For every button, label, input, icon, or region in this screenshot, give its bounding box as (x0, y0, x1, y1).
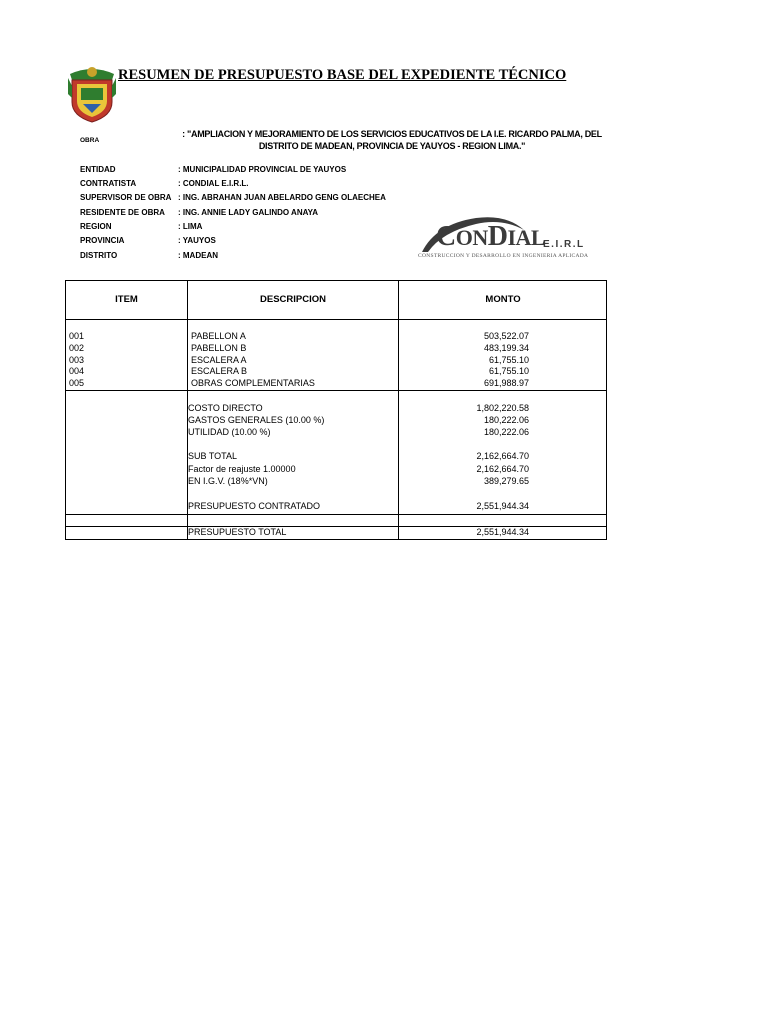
logo-suffix: E.I.R.L (543, 239, 585, 250)
summary-amount: 2,162,664.70 (476, 464, 529, 474)
info-value: : CONDIAL E.I.R.L. (178, 179, 249, 188)
summary-label: UTILIDAD (10.00 %) (188, 427, 271, 437)
info-label: ENTIDAD (80, 165, 116, 174)
summary-label: SUB TOTAL (188, 451, 238, 461)
company-logo (416, 212, 589, 262)
info-value: : ING. ANNIE LADY GALINDO ANAYA (178, 208, 319, 217)
info-label: DISTRITO (80, 251, 118, 260)
coat-of-arms-emblem (66, 64, 118, 124)
info-label: CONTRATISTA (80, 179, 137, 188)
header-item: ITEM (115, 294, 138, 305)
info-label: REGION (80, 222, 112, 231)
info-value: : ING. ABRAHAN JUAN ABELARDO GENG OLAECHEA (178, 193, 386, 202)
logo-tagline: CONSTRUCCION Y DESARROLLO EN INGENIERIA APLICADA (418, 253, 589, 259)
summary-amount: 2,162,664.70 (476, 451, 529, 461)
item-description: PABELLON A (191, 331, 246, 341)
info-value: : YAUYOS (178, 236, 216, 245)
summary-label: EN I.G.V. (18%*VN) (188, 476, 268, 486)
summary-label: Factor de reajuste 1.00000 (188, 464, 296, 474)
info-value: : MADEAN (178, 251, 218, 260)
info-value: : LIMA (178, 222, 203, 231)
item-code: 004 (69, 366, 85, 376)
item-description: PABELLON B (191, 343, 247, 353)
summary-label: COSTO DIRECTO (188, 403, 263, 413)
info-row-supervisor (80, 193, 480, 207)
total-amount: 2,551,944.34 (476, 527, 529, 537)
item-amount: 691,988.97 (483, 378, 529, 388)
item-description: ESCALERA A (191, 355, 247, 365)
item-amount: 61,755.10 (488, 366, 529, 376)
table-divider (66, 390, 606, 391)
item-amount: 61,755.10 (488, 355, 529, 365)
logo-wordmark: CONDIAL (436, 221, 546, 252)
budget-table (65, 280, 607, 540)
document-title: RESUMEN DE PRESUPUESTO BASE DEL EXPEDIENTE TÉCNICO (118, 67, 567, 83)
item-code: 002 (69, 343, 85, 353)
summary-label: PRESUPUESTO CONTRATADO (188, 501, 321, 511)
total-label: PRESUPUESTO TOTAL (188, 527, 287, 537)
item-code: 005 (69, 378, 85, 388)
item-code: 003 (69, 355, 85, 365)
summary-amount: 1,802,220.58 (476, 403, 529, 413)
info-label: SUPERVISOR DE OBRA (80, 193, 172, 202)
info-label: PROVINCIA (80, 236, 125, 245)
info-value: : MUNICIPALIDAD PROVINCIAL DE YAUYOS (178, 165, 347, 174)
info-row-contratista (80, 179, 480, 193)
header-descripcion: DESCRIPCION (260, 294, 326, 305)
item-amount: 483,199.34 (483, 343, 529, 353)
item-code: 001 (69, 331, 85, 341)
info-row-entidad (80, 165, 480, 179)
summary-label: GASTOS GENERALES (10.00 %) (188, 415, 325, 425)
item-amount: 503,522.07 (483, 331, 529, 341)
obra-label: OBRA (80, 137, 100, 144)
table-divider (66, 514, 606, 515)
summary-amount: 389,279.65 (483, 476, 529, 486)
summary-amount: 2,551,944.34 (476, 501, 529, 511)
header-monto: MONTO (485, 294, 521, 305)
info-label: RESIDENTE DE OBRA (80, 208, 165, 217)
item-description: OBRAS COMPLEMENTARIAS (191, 378, 315, 388)
table-divider (66, 319, 606, 320)
summary-amount: 180,222.06 (483, 427, 529, 437)
item-description: ESCALERA B (191, 366, 248, 376)
summary-amount: 180,222.06 (483, 415, 529, 425)
obra-description: : "AMPLIACION Y MEJORAMIENTO DE LOS SERVICIOS EDUCATIVOS DE LA I.E. RICARDO PALMA, DEL DISTRITO DE MADEAN, PROVINCIA DE YAUYOS - REGION LIMA." (182, 129, 602, 151)
